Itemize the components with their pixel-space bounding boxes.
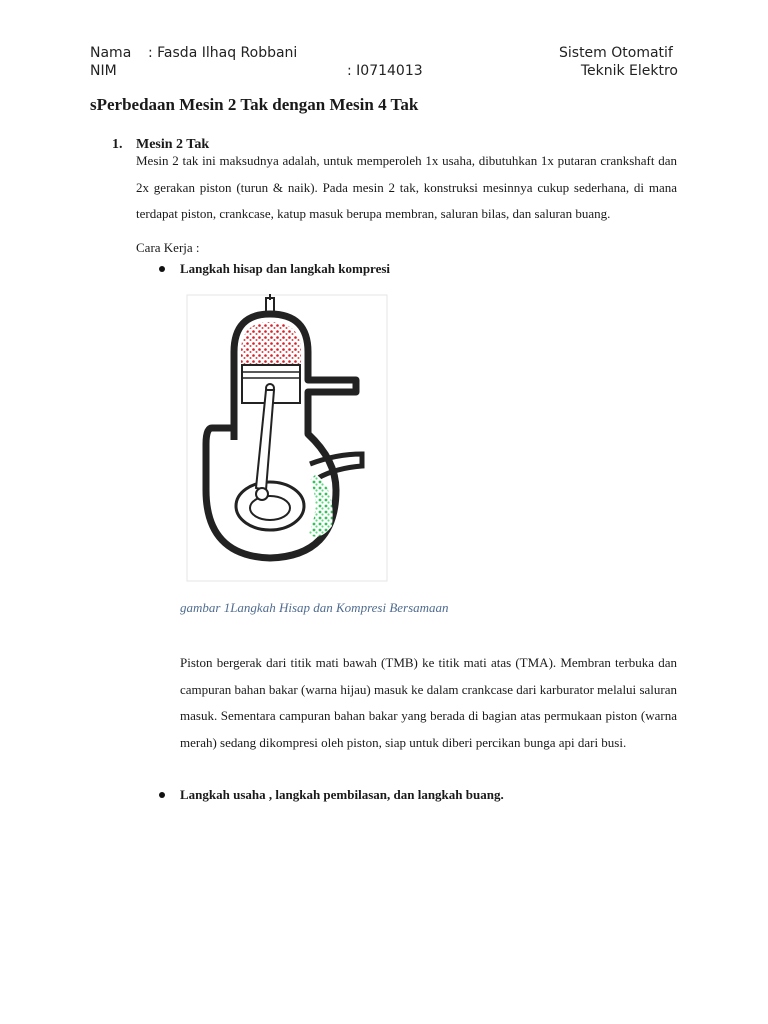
nama-value: : Fasda Ilhaq Robbani <box>148 45 298 61</box>
nim-value: : I0714013 <box>347 63 423 79</box>
course-name: Sistem Otomatif <box>559 45 673 61</box>
engine-diagram <box>186 294 388 582</box>
section-number: 1. <box>112 137 123 152</box>
department-name: Teknik Elektro <box>580 63 678 79</box>
bullet-dot <box>159 266 165 272</box>
section-heading: Mesin 2 Tak <box>136 137 210 152</box>
bullet-hisap-kompresi: Langkah hisap dan langkah kompresi <box>180 261 391 276</box>
cara-kerja-label: Cara Kerja : <box>136 240 200 255</box>
figure-caption: gambar 1Langkah Hisap dan Kompresi Bersamaan <box>180 600 449 615</box>
bullet-dot <box>159 792 165 798</box>
nim-label: NIM <box>90 63 117 79</box>
intro-paragraph: Mesin 2 tak ini maksudnya adalah, untuk memperoleh 1x usaha, dibutuhkan 1x putaran crankshaft dan 2x gerakan piston (turun & naik). Pada mesin 2 tak, konstruksi mesinnya cukup sederhana, di mana terdapat piston, crankcase, katup masuk berupa membran, saluran bilas, dan saluran buang. <box>136 153 677 221</box>
bullet-usaha-bilas-buang: Langkah usaha , langkah pembilasan, dan langkah buang. <box>180 787 504 802</box>
body-paragraph: Piston bergerak dari titik mati bawah (TMB) ke titik mati atas (TMA). Membran terbuka dan campuran bahan bakar (warna hijau) masuk ke dalam crankcase dari karburator melalui saluran masuk. Sementara campuran bahan bakar yang berada di bagian atas permukaan piston (warna merah) sedang dikompresi oleh piston, siap untuk diberi percikan bunga api dari busi. <box>180 655 677 750</box>
document-title: sPerbedaan Mesin 2 Tak dengan Mesin 4 Tak <box>90 95 419 114</box>
nama-label: Nama <box>90 45 132 61</box>
